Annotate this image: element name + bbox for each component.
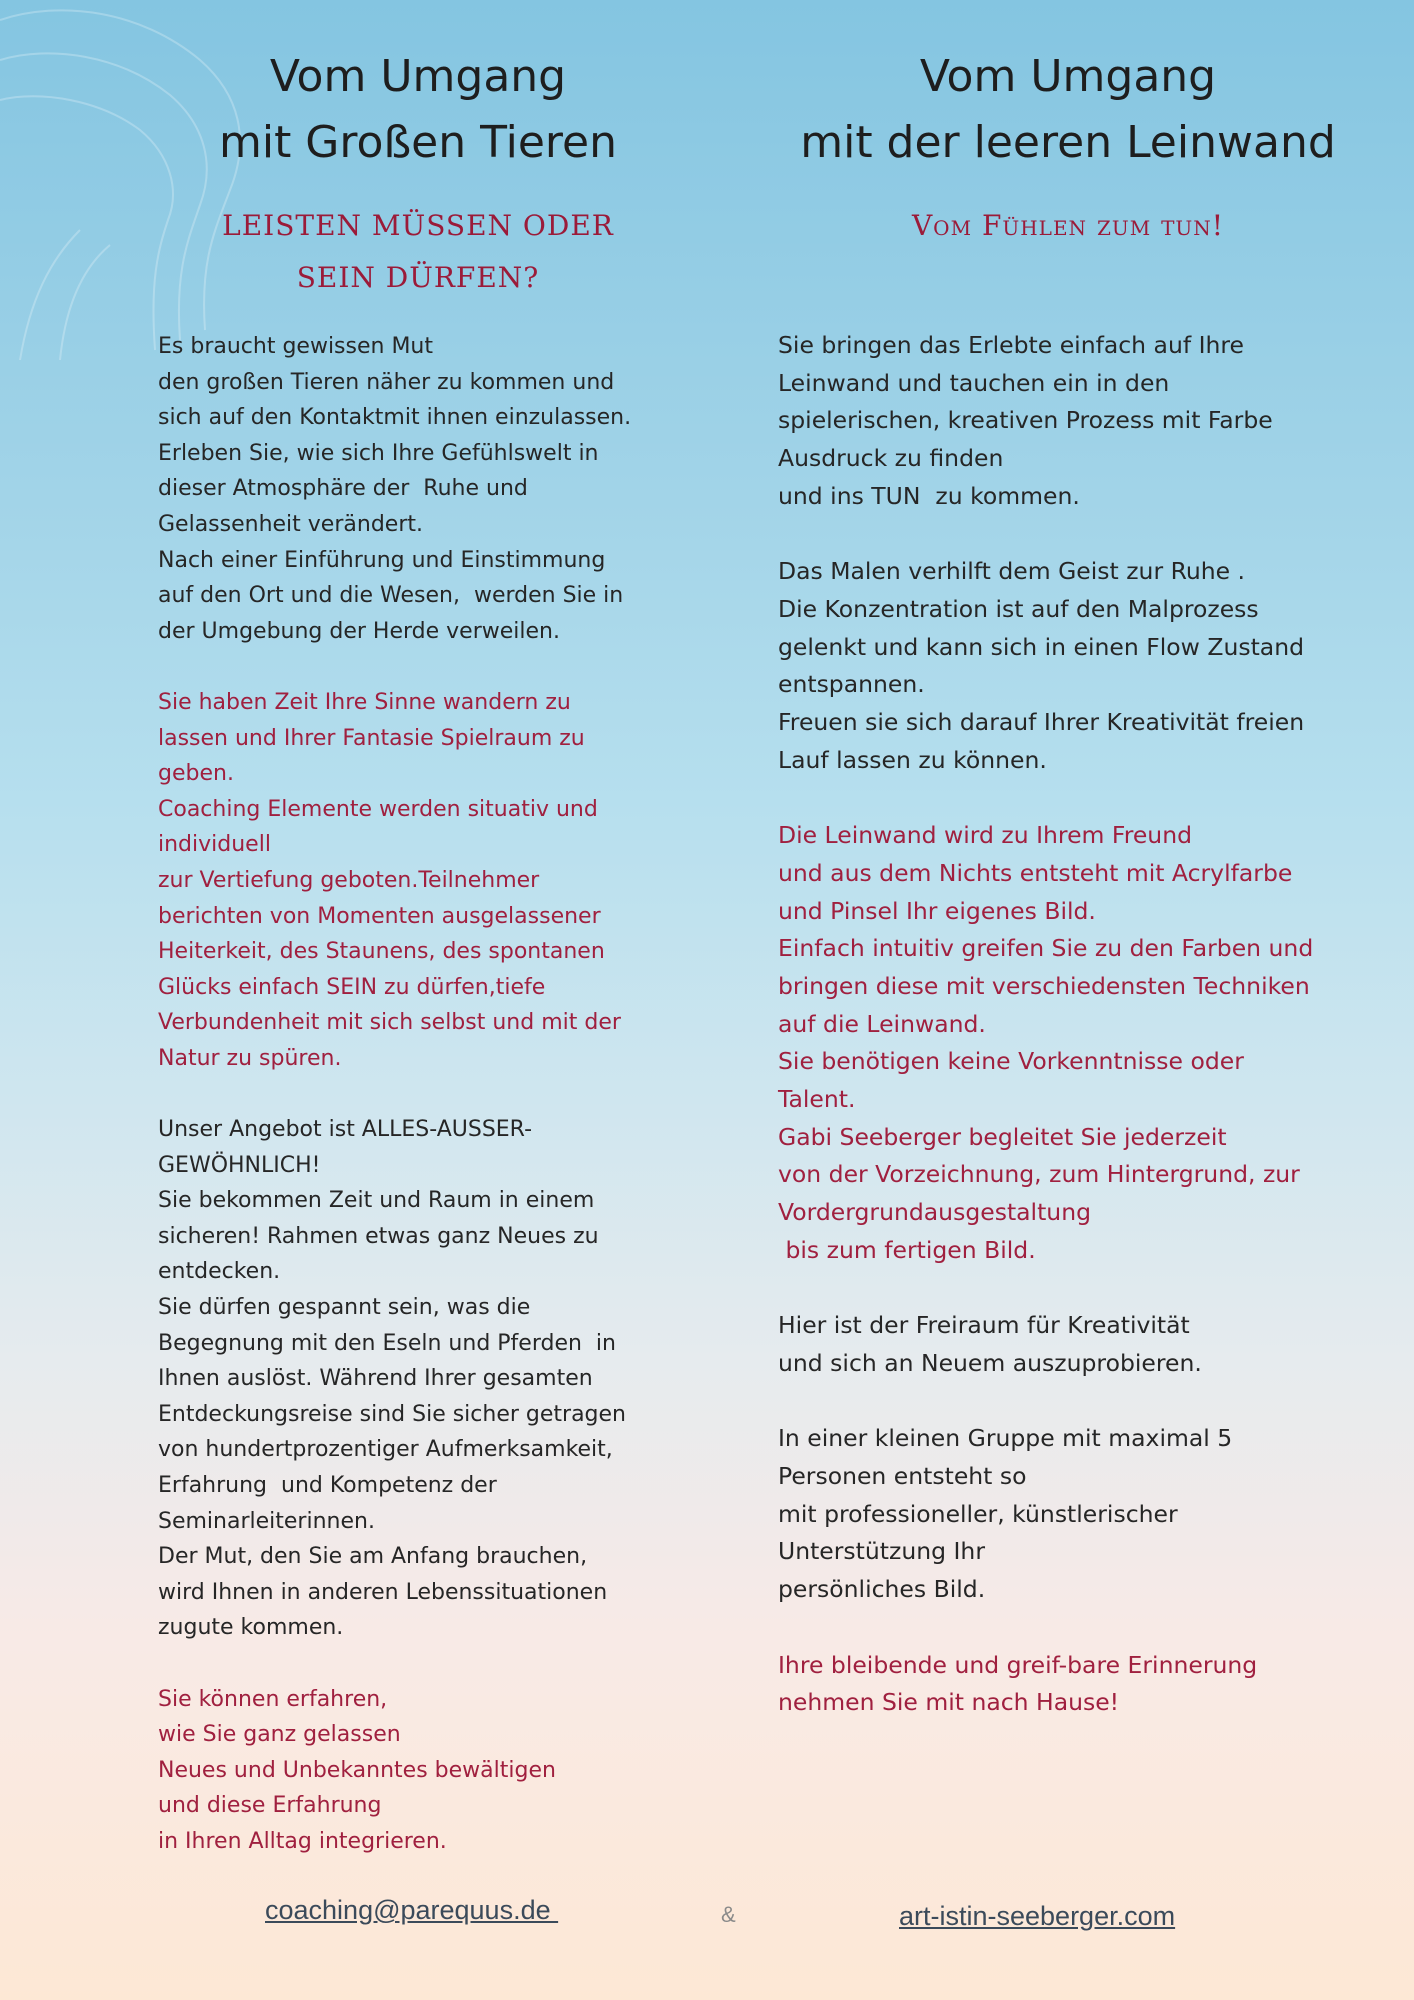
text-line: wird Ihnen in anderen Lebenssituationen [158, 1579, 608, 1605]
text-line: geben. [158, 761, 234, 787]
text-line: Sie haben Zeit Ihre Sinne wandern zu [158, 689, 571, 715]
left-title-line: mit Großen Tieren [218, 117, 618, 168]
text-line: Heiterkeit, des Staunens, des spontanen [158, 939, 605, 965]
right-paragraph-3 [778, 817, 1358, 1269]
text-line: Gabi Seeberger begleitet Sie jederzeit [778, 1122, 1227, 1151]
text-line: Seminarleiterinnen. [158, 1508, 375, 1534]
text-line: Gelassenheit verändert. [158, 511, 423, 537]
text-line: Unterstützung Ihr [778, 1537, 985, 1566]
separator: & [721, 1902, 736, 1927]
text-line: und diese Erfahrung [158, 1793, 382, 1819]
left-subtitle-line: LEISTEN MÜSSEN ODER [222, 209, 614, 242]
right-paragraph-1 [778, 327, 1358, 516]
text-line: individuell [158, 832, 271, 858]
text-line: in Ihren Alltag integrieren. [158, 1828, 447, 1854]
text-line: von hundertprozentiger Aufmerksamkeit, [158, 1437, 613, 1463]
text-line: von der Vorzeichnung, zum Hintergrund, zur [778, 1160, 1300, 1189]
text-line: Nach einer Einführung und Einstimmung [158, 547, 606, 573]
text-line: Die Konzentration ist auf den Malprozess [778, 594, 1259, 623]
text-line: und ins TUN zu kommen. [778, 481, 1080, 510]
right-paragraph-6 [778, 1647, 1358, 1722]
text-line: Verbundenheit mit sich selbst und mit der [158, 1010, 621, 1036]
text-line: Coaching Elemente werden situativ und [158, 796, 598, 822]
text-line: bringen diese mit verschiedensten Techniken [778, 971, 1310, 1000]
text-line: Lauf lassen zu können. [778, 745, 1047, 774]
text-line: berichten von Momenten ausgelassener [158, 903, 601, 929]
text-line: zur Vertiefung geboten.Teilnehmer [158, 867, 540, 893]
text-line: auf die Leinwand. [778, 1009, 986, 1038]
text-line: Personen entsteht so [778, 1462, 1027, 1491]
text-line: sicheren! Rahmen etwas ganz Neues zu [158, 1223, 599, 1249]
text-line: auf den Ort und die Wesen, werden Sie in [158, 583, 624, 609]
email-link[interactable]: coaching@parequus.de [265, 1895, 559, 1925]
text-line: Der Mut, den Sie am Anfang brauchen, [158, 1544, 588, 1570]
text-line: dieser Atmosphäre der Ruhe und [158, 476, 528, 502]
text-line: Ihnen auslöst. Während Ihrer gesamten [158, 1366, 593, 1392]
text-line: Talent. [778, 1085, 856, 1114]
left-title [118, 44, 718, 176]
text-line: entspannen. [778, 670, 925, 699]
text-line: Glücks einfach SEIN zu dürfen,tiefe [158, 974, 546, 1000]
text-line: entdecken. [158, 1259, 281, 1285]
text-line: lassen und Ihrer Fantasie Spielraum zu [158, 725, 585, 751]
text-line: Es braucht gewissen Mut [158, 334, 433, 359]
text-line: Natur zu spüren. [158, 1045, 342, 1071]
text-line: Hier ist der Freiraum für Kreativität [778, 1311, 1190, 1340]
right-title-line: mit der leeren Leinwand [800, 117, 1336, 168]
text-line: gelenkt und kann sich in einen Flow Zustand [778, 632, 1305, 661]
text-line: Freuen sie sich darauf Ihrer Kreativität freien [778, 708, 1305, 737]
right-paragraph-4 [778, 1307, 1358, 1382]
website-link[interactable]: art-istin-seeberger.com [899, 1901, 1176, 1931]
text-line: Entdeckungsreise sind Sie sicher getragen [158, 1401, 627, 1427]
left-body [158, 329, 678, 1895]
left-paragraph-2 [158, 685, 678, 1077]
right-subtitle [758, 200, 1378, 252]
text-line: und sich an Neuem auszuprobieren. [778, 1348, 1202, 1377]
text-line: Sie bekommen Zeit und Raum in einem [158, 1188, 595, 1214]
text-line: nehmen Sie mit nach Hause! [778, 1688, 1120, 1717]
text-line: Ausdruck zu finden [778, 444, 1004, 473]
text-line: Sie dürfen gespannt sein, was die [158, 1295, 531, 1321]
text-line: Vordergrundausgestaltung [778, 1198, 1092, 1227]
text-line: und Pinsel Ihr eigenes Bild. [778, 896, 1096, 925]
right-title-line: Vom Umgang [919, 51, 1217, 102]
text-line: Die Leinwand wird zu Ihrem Freund [778, 821, 1193, 850]
text-line: Neues und Unbekanntes bewältigen [158, 1757, 556, 1783]
text-line: In einer kleinen Gruppe mit maximal 5 [778, 1424, 1233, 1453]
text-line: zugute kommen. [158, 1615, 344, 1641]
left-subtitle-line: SEIN DÜRFEN? [296, 261, 540, 294]
text-line: Einfach intuitiv greifen Sie zu den Farben und [778, 934, 1314, 963]
text-line: Sie bringen das Erlebte einfach auf Ihre [778, 331, 1245, 359]
text-line: und aus dem Nichts entsteht mit Acrylfarbe [778, 858, 1293, 887]
left-subtitle [128, 200, 708, 304]
text-line: wie Sie ganz gelassen [158, 1722, 401, 1748]
text-line: bis zum fertigen Bild. [778, 1235, 1036, 1264]
text-line: Erfahrung und Kompetenz der [158, 1473, 497, 1498]
right-subtitle-line: Vom Fühlen zum tun! [911, 209, 1225, 242]
left-paragraph-3 [158, 1112, 678, 1646]
text-line: Unser Angebot ist ALLES-AUSSER- [158, 1117, 533, 1143]
text-line: den großen Tieren näher zu kommen und [158, 369, 615, 395]
text-line: spielerischen, kreativen Prozess mit Farbe [778, 406, 1273, 435]
text-line: Leinwand und tauchen ein in den [778, 368, 1170, 397]
text-line: Sie benötigen keine Vorkenntnisse oder [778, 1047, 1244, 1076]
left-title-line: Vom Umgang [269, 51, 567, 102]
text-line: mit professioneller, künstlerischer [778, 1499, 1178, 1528]
text-line: sich auf den Kontaktmit ihnen einzulassen. [158, 405, 632, 431]
text-line: Erleben Sie, wie sich Ihre Gefühlswelt in [158, 440, 599, 466]
text-line: GEWÖHNLICH! [158, 1152, 321, 1178]
right-paragraph-5 [778, 1420, 1358, 1609]
right-title [758, 44, 1378, 176]
text-line: Sie können erfahren, [158, 1686, 388, 1712]
text-line: Das Malen verhilft dem Geist zur Ruhe . [778, 557, 1246, 586]
text-line: Ihre bleibende und greif-bare Erinnerung [778, 1650, 1258, 1679]
text-line: der Umgebung der Herde verweilen. [158, 618, 560, 644]
right-paragraph-2 [778, 553, 1358, 779]
left-paragraph-1 [158, 329, 678, 649]
right-body [778, 327, 1358, 1760]
text-line: persönliches Bild. [778, 1575, 986, 1604]
text-line: Begegnung mit den Eseln und Pferden in [158, 1330, 616, 1356]
left-paragraph-4 [158, 1682, 678, 1860]
